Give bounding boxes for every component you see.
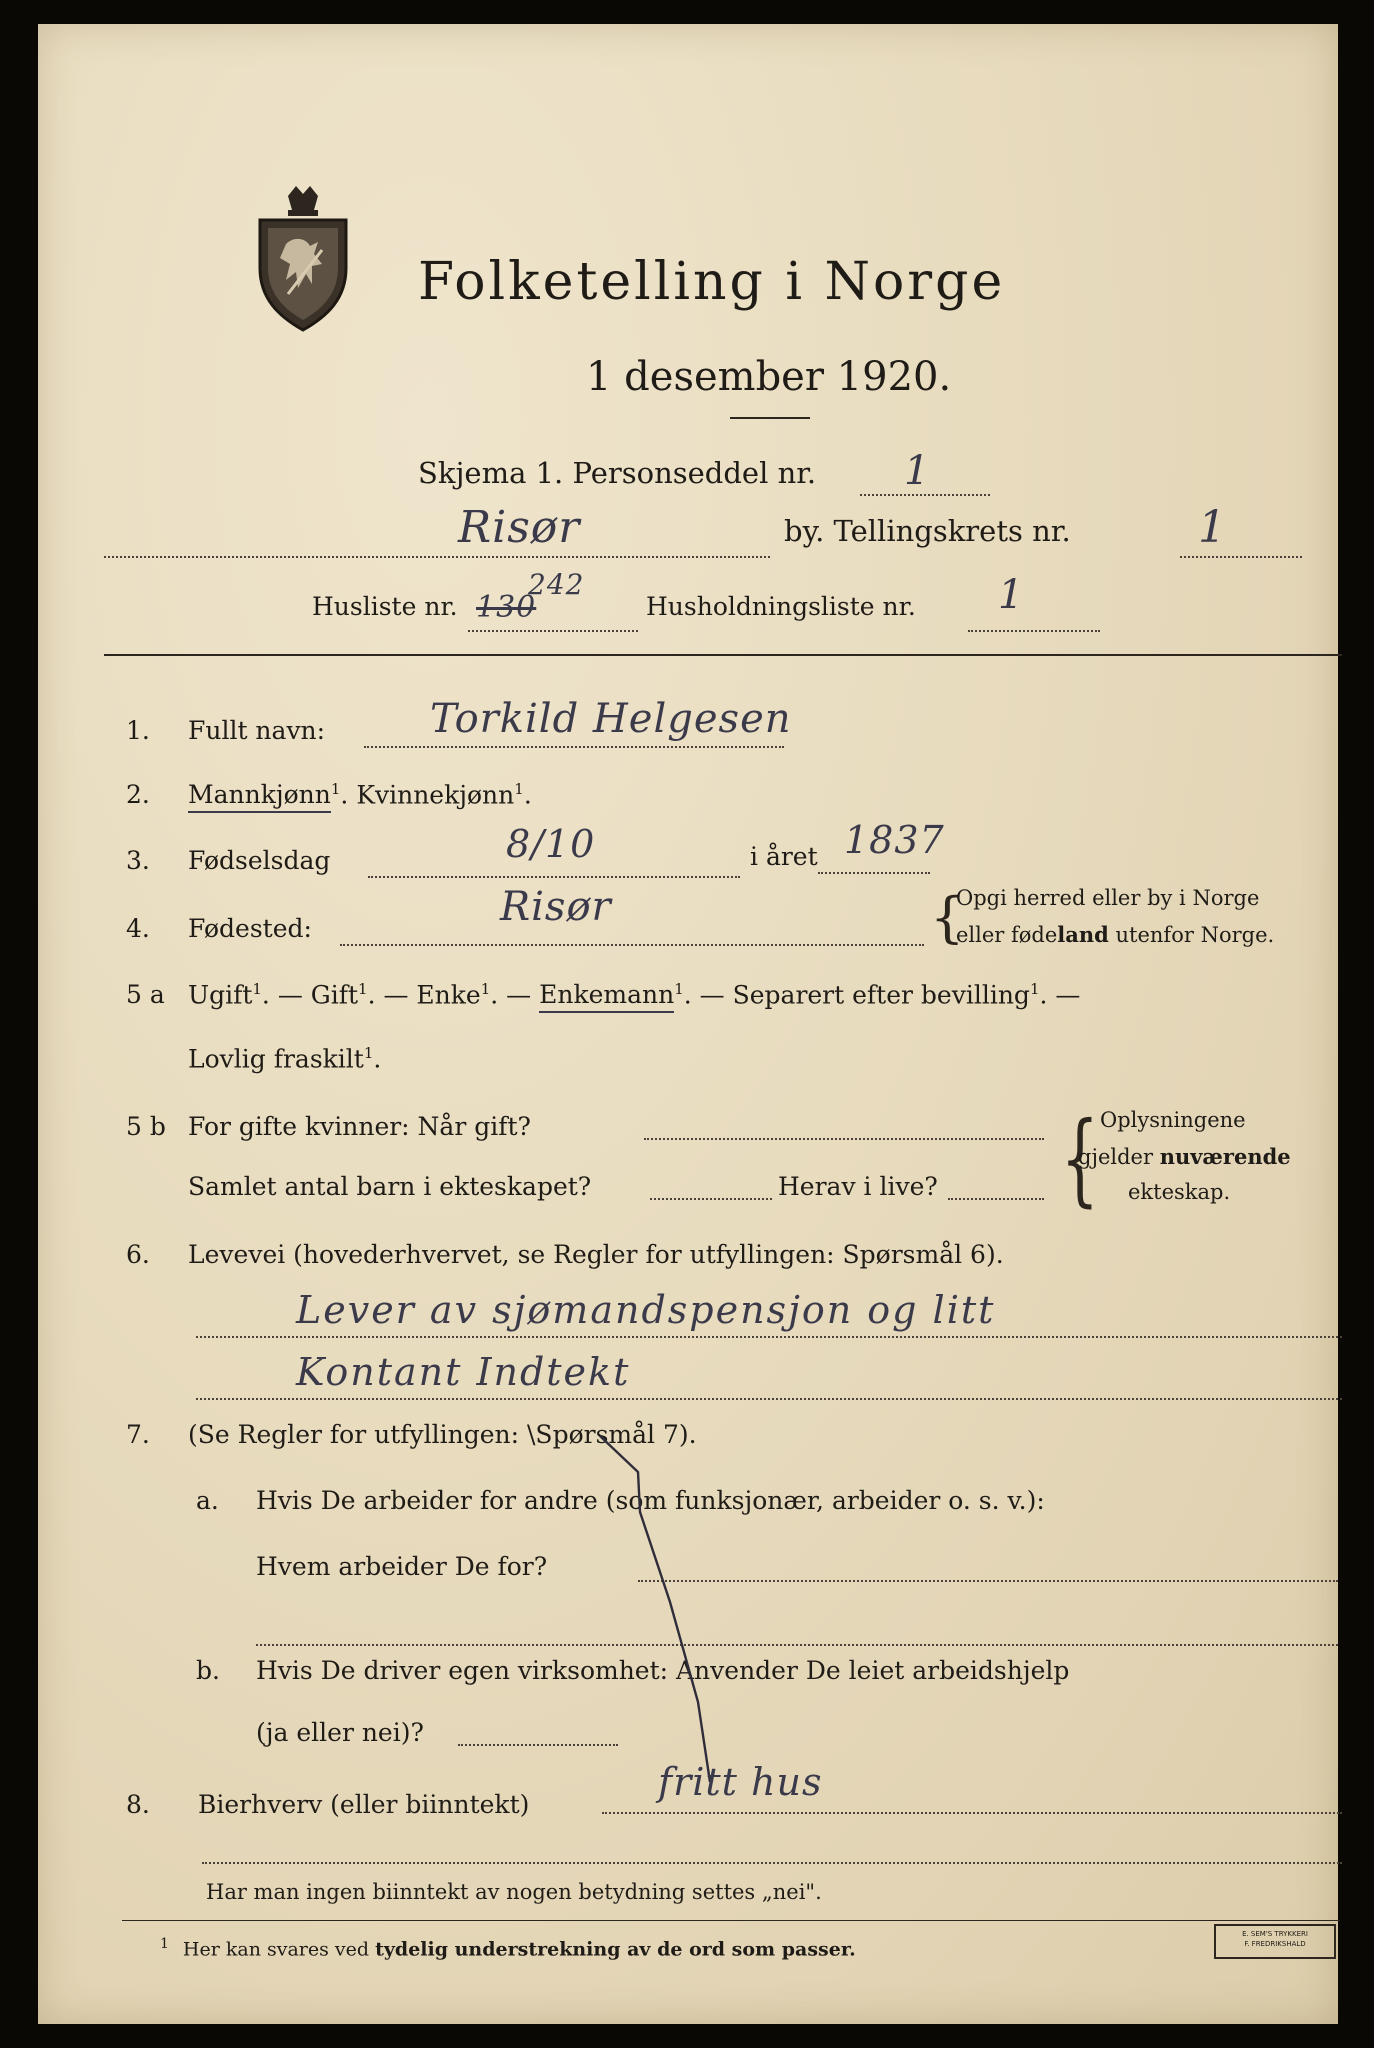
form-date: 1 desember 1920. [586,354,952,400]
q5a-options-cont: Lovlig fraskilt$^1$. [188,1044,382,1074]
q8-field-line-2 [202,1862,1342,1864]
husliste-value-corrected[interactable]: 242 [528,568,585,601]
q4-note-brace: { [930,886,965,949]
q2-male-option[interactable]: Mannkjønn [188,780,331,813]
printer-stamp: E. SEM'S TRYKKERI F. FREDRIKSHALD [1214,1924,1336,1959]
q5b-line2a: Samlet antal barn i ekteskapet? [188,1172,592,1201]
q7a-line2: Hvem arbeider De for? [256,1552,548,1581]
q4-label: Fødested: [188,914,312,943]
tellingskrets-label: by. Tellingskrets nr. [784,514,1071,548]
q3-day-value[interactable]: 8/10 [506,822,596,866]
skjema-label: Skjema 1. Personseddel nr. [418,456,817,490]
q5a-enke-option[interactable]: Enke [416,980,481,1010]
q1-answer[interactable]: Torkild Helgesen [430,696,792,742]
personseddel-field-line [860,494,990,496]
q5a-options: Ugift$^1$. — Gift$^1$. — Enke$^1$. — Enkemann$^1$. — Separert efter bevilling$^1$. — [188,980,1080,1009]
q5b-alive-field-line [948,1198,1044,1200]
q4-number: 4. [126,914,150,943]
q5b-note-line2: gjelder nuværende [1078,1144,1291,1169]
title-divider [730,417,810,419]
q8-label: Bierhverv (eller biinntekt) [198,1790,530,1819]
q5a-ugift-option[interactable]: Ugift [188,980,253,1010]
q5b-note-line1: Oplysningene [1100,1108,1246,1132]
q3-year-label: i året [750,842,818,871]
q7b-line1: Hvis De driver egen virksomhet: Anvender De leiet arbeidshjelp [256,1656,1070,1685]
q5a-separert-option[interactable]: Separert efter bevilling [732,980,1030,1010]
header-divider [104,654,1342,656]
q7a-field-line-1 [638,1580,1338,1582]
husliste-field-line [468,630,638,632]
pen-strikethrough-stroke [598,1432,718,1792]
tellingskrets-value[interactable]: 1 [1198,502,1227,553]
census-form-sheet [38,24,1338,2024]
q6-field-line-2 [196,1398,1342,1400]
tellingskrets-field-line [1180,556,1302,558]
q4-field-line [340,944,924,946]
town-value[interactable]: Risør [458,502,581,553]
q7b-field-line [458,1744,618,1746]
q5b-number: 5 b [126,1112,166,1141]
footnote-number: 1 [160,1936,169,1952]
q4-answer[interactable]: Risør [500,884,612,930]
q7b-line2: (ja eller nei)? [256,1718,424,1747]
q5a-enkemann-option[interactable]: Enkemann [539,980,674,1013]
q7a-field-line-2 [256,1644,1338,1646]
q6-field-line-1 [196,1336,1342,1338]
q6-number: 6. [126,1240,150,1269]
q3-year-value[interactable]: 1837 [844,818,945,862]
q1-label: Fullt navn: [188,716,326,745]
q8-field-line-1 [602,1812,1342,1814]
husliste-value[interactable]: 130 [476,590,537,625]
town-field-line [104,556,770,558]
q3-day-field-line [368,876,740,878]
husliste-label: Husliste nr. [312,592,458,621]
q5a-gift-option[interactable]: Gift [310,980,359,1010]
q8-number: 8. [126,1790,150,1819]
q5a-fraskilt-option[interactable]: Lovlig fraskilt [188,1044,364,1074]
q5b-children-field-line [650,1198,772,1200]
q3-label: Fødselsdag [188,846,331,875]
footnote: $^1$ Her kan svares ved tydelig understrekning av de ord som passer. [160,1936,856,1961]
q5a-number: 5 a [126,980,165,1009]
q1-number: 1. [126,716,150,745]
q2-female-option[interactable]: Kvinnekjønn [356,780,515,810]
q5b-note-brace: { [1060,1100,1099,1217]
q6-answer-line2[interactable]: Kontant Indtekt [296,1350,631,1394]
q8-answer[interactable]: fritt hus [658,1760,823,1804]
personseddel-value[interactable]: 1 [904,448,931,494]
q1-field-line [364,746,784,748]
q7-label: (Se Regler for utfyllingen: \Spørsmål 7). [188,1420,697,1449]
q3-year-field-line [818,872,930,874]
husholdningsliste-value[interactable]: 1 [998,572,1025,618]
q5b-note-line3: ekteskap. [1128,1180,1231,1204]
norway-coat-of-arms-icon [248,184,358,334]
footnote-divider [122,1920,1340,1921]
q5b-when-married-field-line [644,1138,1044,1140]
q7b-number: b. [196,1656,220,1685]
q2-number: 2. [126,780,150,809]
q3-number: 3. [126,846,150,875]
q2-options: Mannkjønn$^1$. Kvinnekjønn$^1$. [188,780,532,809]
form-title: Folketelling i Norge [418,252,1006,312]
q4-note-line1: Opgi herred eller by i Norge [956,886,1260,910]
q6-answer-line1[interactable]: Lever av sjømandspensjon og litt [296,1288,996,1332]
husholdningsliste-field-line [968,630,1100,632]
q7a-line1: Hvis De arbeider for andre (som funksjonær, arbeider o. s. v.): [256,1486,1045,1515]
husholdningsliste-label: Husholdningsliste nr. [646,592,916,621]
footer-note: Har man ingen biinntekt av nogen betydning settes „nei". [206,1880,822,1904]
q7-number: 7. [126,1420,150,1449]
q6-label: Levevei (hovederhvervet, se Regler for utfyllingen: Spørsmål 6). [188,1240,1004,1269]
q4-note-line2: eller fødeland utenfor Norge. [956,922,1275,947]
q5b-line2b: Herav i live? [778,1172,938,1201]
q7a-number: a. [196,1486,219,1515]
q5b-line1: For gifte kvinner: Når gift? [188,1112,531,1141]
